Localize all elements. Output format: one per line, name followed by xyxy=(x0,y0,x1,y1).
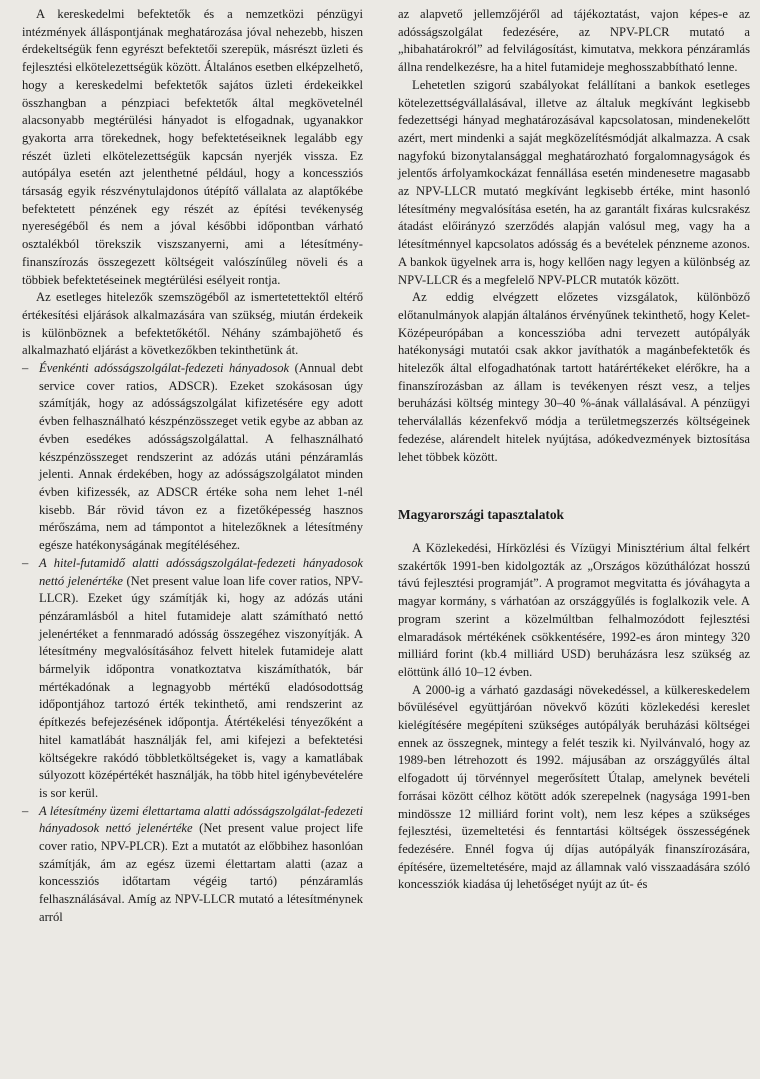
list-item-title: Évenkénti adósságszolgálat-fedezeti hányadosok xyxy=(39,361,290,376)
paragraph-economic-growth: A 2000-ig a várható gazdasági növekedéssel, a külkereskedelem bővülésével együttjáróan növekvő közúti közlekedési kereslet kielégítésére megépíteni szükséges autópályák beruházási költségei ennek az összegnek, mintegy a felét teszik ki. Nyilvánvaló, hogy az 1989-ben létrehozott és 1992. májusában az országgyűlés által elfogadott új törvénnyel megerősített Útalap, amelynek bevételi forrásai között célhoz kötött adók szerepelnek (nagysága 1991-ben mindössze 12 milliárd forint volt), nem lesz képes a szükséges fejlesztési, üzemeltetési és fenntartási költségek összességének fedezésére. Ennél fogva új díjas autópályák finanszírozására, építésére, üzemeltetésére, majd az államnak való visszaadására szóló koncessziók kiadása új lehetőséget nyújt az út- és xyxy=(398,682,750,892)
paragraph-preliminary-studies: Az eddig elvégzett előzetes vizsgálatok, különböző előtanulmányok alapján általános érvényűnek tekinthető, hogy Kelet-Középeurópában a koncesszióba adni tervezett autópályák hatékonysági mutatói csak akkor javíthatók a magánbefektetők és hitelezők által elfogadhatónak tartott határértékeket elérőkre, ha a finanszírozásban az állam is tevékenyen részt vesz, a teljes beruházási költség mintegy 30–40 %-ának vállalásával. A pénzügyi teherválallás kézenfekvő módja a területmegszerzés költségeinek fedezése, alárendelt hitelek nyújtása, adókedvezmények biztosítása lehet többek között. xyxy=(398,290,750,464)
list-item-npv-plcr xyxy=(22,803,363,927)
list-item-adscr xyxy=(22,360,363,555)
section-heading: Magyarországi tapasztalatok xyxy=(398,507,564,523)
list-item-npv-llcr xyxy=(22,555,363,803)
paragraph-bank-rules: Lehetetlen szigorú szabályokat felállítani a bankok esetleges kötelezettségvállalásával, illetve az általuk megkívánt legkisebb fedezettségi hányad meghatározásával kapcsolatosan, mindenekelőtt azért, mert mindenki a saját megközelítésmódját alkalmazza. A csak nagyfokú bizonytalansággal meghatározható forgalomnagyságok és jelentős árfolyamkockázat fennállása esetén mindenesetre magasabb az NPV-LLCR mutató megkívánt legkisebb értéke, mint hasonló létesítmény megvalósítása esetén, ha az garantált fixáras kulcsrakész átadást előirányzó szerződés alapján valósul meg, vagy ha a létesítménnyel kapcsolatos adósság és a bevételek pénzneme azonos. A bankok ügyelnek arra is, hogy kellően nagy legyen a különbség az NPV-LLCR és a megfelelő NPV-PLCR mutatók között. xyxy=(398,77,750,287)
list-item-title: A létesítmény üzemi élettartama alatti adósságszolgálat-fedezeti hányadosok nettó jelenértéke xyxy=(39,803,363,836)
paragraph-investors: A kereskedelmi befektetők és a nemzetközi pénzügyi intézmények álláspontjának meghatározása jóval nehezebb, hiszen érdekeltségük fenn egyrészt befektetői szerepük, másrészt üzleti és fejlesztési elkötelezettségük között. Általános esetben elképzelhető, hogy a kereskedelmi befektetők sajátos üzleti érdekeikkel összhangban a pénzpiaci befektetők által megkövetelnél alacsonyabb megtérülési hányadot is elfogadnak, ugyanakkor gyakorta arra törekednek, hogy befektetéseiknek legalább egy részét üzleti elkötelezettségük kapcsán nyerjék vissza. Ez autópálya esetén azt jelenthetné például, hogy a koncessziós társaság egyik részvénytulajdonos útépítő vállalata az alaptőkébe befektetett pénzének egy részét az építési tevékenység nyereségéből és nem a jóval későbbi időpontban várható osztalékból törekszik viszszanyerni, ami a létesítmény-finanszírozás összegezett költségeit valószínűleg növeli és a többiek befektetéseinek megtérülési esélyeit rontja. xyxy=(22,7,363,287)
list-item-body: (Annual debt service cover ratios, ADSCR). Ezeket szokásosan úgy számítják, hogy az adósságszolgálat kifizetésére egy adott évben felhasználható készpénzösszeget vetik egybe az abban az évben esedékes adósságszolgálattal. A felhasználható készpénzösszeget rendszerint az adózás utáni pénzáramlás jelenti. Annak érdekében, hogy az adósságszolgálatot minden évben kifizessék, az ADSCR értéke soha nem lehet 1-nél kisebb. Bár rövid távon ez a fizetőképesség hasznos mérőszáma, nem ad támpontot a hitelezőknek a létesítmény egésze hatékonyságának megítéléséhez. xyxy=(39,361,363,553)
list-dash: – xyxy=(22,803,29,818)
right-column xyxy=(398,6,750,894)
list-item-title: A hitel-futamidő alatti adósságszolgálat-fedezeti hányadosok nettó jelenértéke xyxy=(39,555,363,588)
list-dash: – xyxy=(22,555,29,570)
paragraph-creditors: Az esetleges hitelezők szemszögéből az ismertetettektől eltérő értékesítési eljárások alkalmazására van szükség, miután érdekeik is különböznek a befektetőkétől. Néhány számbajöhető és alkalmazható eljárást a következőkben tekinthetünk át. xyxy=(22,290,363,358)
paragraph-continuation: az alapvető jellemzőjéről ad tájékoztatást, vajon képes-e az adósságszolgálat fedezésére, az NPV-PLCR mutató a „hibahatárokról” ad felvilágosítást, kimutatva, mekkora pénzáramlás állna rendelkezésre, ha a hitel futamideje meghosszabbítható lenne. xyxy=(398,7,750,75)
left-column xyxy=(22,6,363,927)
list-item-body: (Net present value loan life cover ratios, NPV-LLCR). Ezeket úgy számítják ki, hogy az adózás utáni pénzáramlásból a hitel futamideje alatt számítható nettó jelenértéket a fennmaradó adósság összegéhez viszonyítják. A létesítmény megvalósításához felvett hitelek futamideje alatt bármelyik időpontra vonatkoztatva kiszámíthatók, bár mértékadónak a legnagyobb mértékű eladósodottság időpontjához tartozó érték tekinthető, ami rendszerint az építkezés befejezésének időpontja. Átértékelési tényezőként a hitel kamatlábát használják fel, ami kifejezi a befektetési költségekre rakódó többletköltségeket is, vagy a kamatlábak súlyozott középértékét használják, ha több hitel igénybevételére is sor kerül. xyxy=(39,573,363,800)
list-item-body: (Net present value project life cover ratio, NPV-PLCR). Ezt a mutatót az előbbihez hasonlóan számítják, ám az egész üzemi élettartam alatti (azaz a koncessziós időtartam végéig tartó) pénzáramlás felhasználásával. Amíg az NPV-LLCR mutató a létesítménynek arról xyxy=(39,821,363,924)
paragraph-ministry-program: A Közlekedési, Hírközlési és Vízügyi Minisztérium által felkért szakértők 1991-ben kidolgozták az „Országos közúthálózat hosszú távú fejlesztési programját”. A programot megvitatta és jóváhagyta a magyar kormány, s várhatóan az országgyűlés is foglalkozik vele. A program szerint a közelmúltban felhalmozódott fejlesztési elmaradások mértékének csökkentésére, 1992-es áron mintegy 320 milliárd forint (kb.4 milliárd USD) beruházásra lesz szükség az elöttünk álló 10–12 évben. xyxy=(398,540,750,679)
list-dash: – xyxy=(22,361,29,376)
